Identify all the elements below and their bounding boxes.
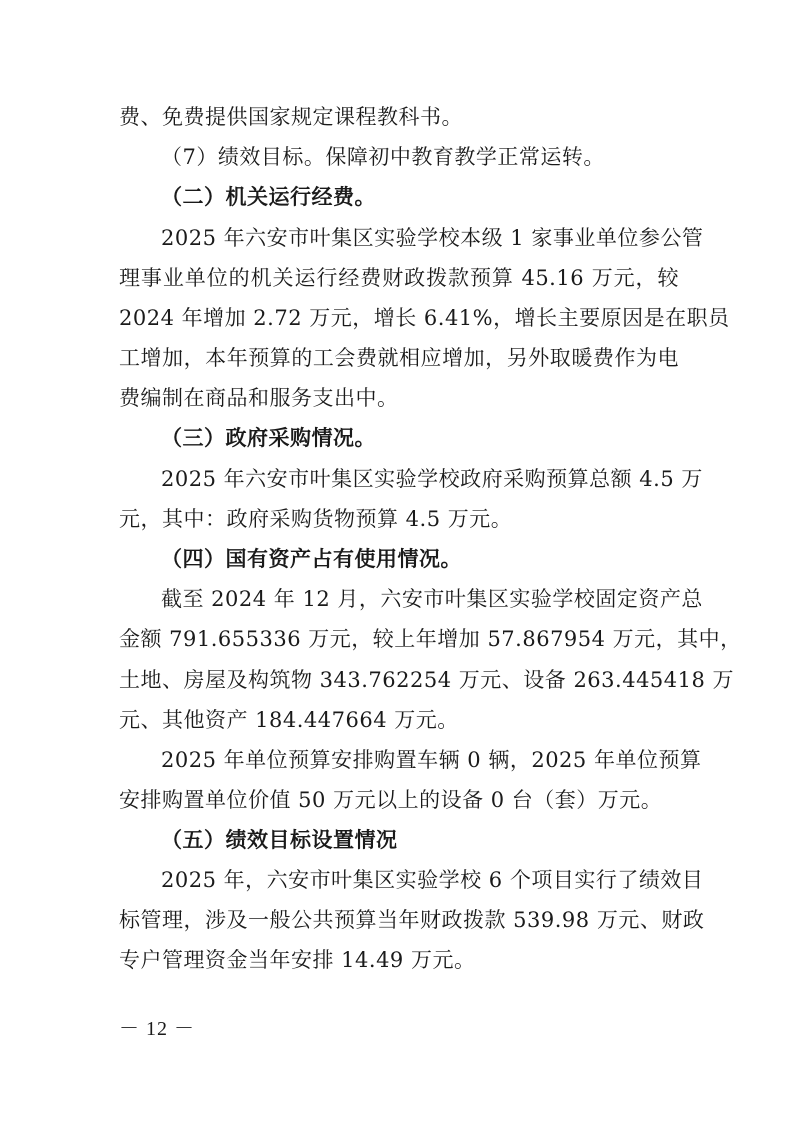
text-line: 土地、房屋及构筑物 343.762254 万元、设备 263.445418 万	[119, 668, 735, 692]
text-line: 元、其他资产 184.447664 万元。	[119, 708, 459, 732]
text-line: 2025 年六安市叶集区实验学校本级 1 家事业单位参公管	[161, 226, 704, 250]
text-line: （7）绩效目标。保障初中教育教学正常运转。	[161, 145, 605, 169]
text-line: 金额 791.655336 万元，较上年增加 57.867954 万元，其中，	[119, 627, 742, 651]
text-line: 2025 年，六安市叶集区实验学校 6 个项目实行了绩效目	[161, 868, 704, 892]
text-line: 费、免费提供国家规定课程教科书。	[119, 105, 463, 129]
text-line: 理事业单位的机关运行经费财政拨款预算 45.16 万元，较	[119, 266, 679, 290]
text-line: 费编制在商品和服务支出中。	[119, 386, 399, 410]
text-line: 工增加，本年预算的工会费就相应增加，另外取暖费作为电	[119, 346, 679, 370]
text-line: 2025 年六安市叶集区实验学校政府采购预算总额 4.5 万	[161, 467, 703, 491]
section-heading: （三）政府采购情况。	[161, 426, 376, 450]
text-line: 2025 年单位预算安排购置车辆 0 辆，2025 年单位预算	[161, 748, 702, 772]
text-line: 截至 2024 年 12 月，六安市叶集区实验学校固定资产总	[161, 587, 703, 611]
text-line: 元，其中：政府采购货物预算 4.5 万元。	[119, 507, 513, 531]
text-line: 2024 年增加 2.72 万元，增长 6.41%，增长主要原因是在职员	[119, 306, 730, 330]
text-line: 安排购置单位价值 50 万元以上的设备 0 台（套）万元。	[119, 788, 663, 812]
section-heading: （四）国有资产占有使用情况。	[161, 547, 462, 571]
section-heading: （五）绩效目标设置情况	[161, 828, 398, 852]
section-heading: （二）机关运行经费。	[161, 185, 376, 209]
text-line: 专户管理资金当年安排 14.49 万元。	[119, 948, 476, 972]
page-number: － 12 －	[119, 1018, 195, 1040]
text-line: 标管理，涉及一般公共预算当年财政拨款 539.98 万元、财政	[119, 908, 705, 932]
